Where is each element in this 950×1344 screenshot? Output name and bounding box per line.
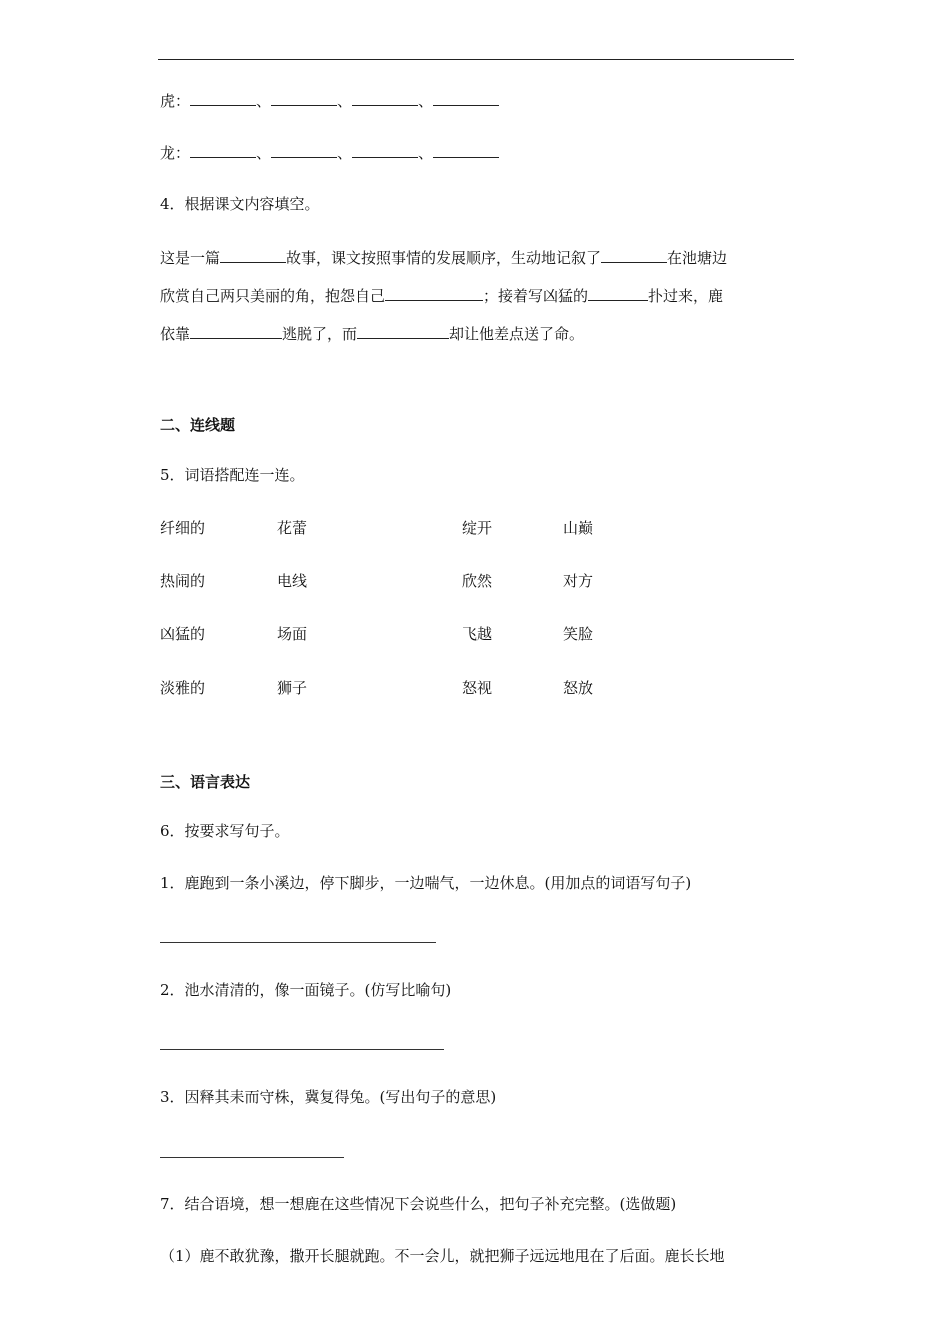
- answer-blank[interactable]: [190, 90, 256, 106]
- q6-sentence-3: 3．因释其耒而守株，冀复得兔。(写出句子的意思): [160, 1088, 497, 1106]
- match-word[interactable]: 笑脸: [563, 625, 594, 643]
- separator: 、: [256, 92, 272, 110]
- separator: 、: [337, 92, 353, 110]
- answer-blank[interactable]: [352, 142, 418, 158]
- dragon-label: 龙：: [160, 144, 191, 162]
- separator: 、: [256, 144, 272, 162]
- match-word[interactable]: 电线: [277, 572, 308, 590]
- answer-line-2[interactable]: [160, 1049, 444, 1050]
- match-word[interactable]: 热闹的: [160, 572, 206, 590]
- q4-text: 却让他差点送了命。: [449, 325, 585, 343]
- separator: 、: [337, 144, 353, 162]
- q4-text: 欣赏自己两只美丽的角，抱怨自己: [160, 287, 386, 305]
- answer-blank[interactable]: [271, 142, 337, 158]
- match-word[interactable]: 绽开: [462, 519, 493, 537]
- match-word[interactable]: 怒放: [563, 679, 594, 697]
- q4-paragraph-line3: [160, 323, 584, 344]
- match-word[interactable]: 纤细的: [160, 519, 206, 537]
- match-word[interactable]: 狮子: [277, 679, 308, 697]
- q7-title: 7．结合语境，想一想鹿在这些情况下会说些什么，把句子补充完整。(选做题): [160, 1195, 677, 1213]
- answer-blank[interactable]: [357, 323, 449, 339]
- answer-blank[interactable]: [190, 142, 256, 158]
- answer-blank[interactable]: [352, 90, 418, 106]
- answer-blank[interactable]: [588, 285, 648, 301]
- answer-blank[interactable]: [433, 142, 499, 158]
- dragon-blanks-line: [160, 142, 499, 163]
- q4-paragraph-line1: [160, 247, 727, 268]
- answer-line-1[interactable]: [160, 942, 436, 943]
- q4-text: ；接着写凶猛的: [483, 287, 589, 305]
- section-heading-matching: 二、连线题: [160, 416, 236, 434]
- match-word[interactable]: 山巅: [563, 519, 594, 537]
- answer-blank[interactable]: [220, 247, 286, 263]
- q4-text: 这是一篇: [160, 249, 221, 267]
- match-word[interactable]: 凶猛的: [160, 625, 206, 643]
- match-word[interactable]: 场面: [277, 625, 308, 643]
- answer-blank[interactable]: [190, 323, 282, 339]
- q4-text: 故事，课文按照事情的发展顺序，生动地记叙了: [286, 249, 602, 267]
- q6-sentence-2: 2．池水清清的，像一面镜子。(仿写比喻句): [160, 981, 452, 999]
- section-heading-expression: 三、语言表达: [160, 773, 251, 791]
- header-rule: [158, 59, 794, 60]
- q4-paragraph-line2: [160, 285, 723, 306]
- match-word[interactable]: 对方: [563, 572, 594, 590]
- match-word[interactable]: 欣然: [462, 572, 493, 590]
- match-word[interactable]: 飞越: [462, 625, 493, 643]
- q4-title: 4．根据课文内容填空。: [160, 195, 320, 213]
- q6-title: 6．按要求写句子。: [160, 822, 290, 840]
- answer-blank[interactable]: [433, 90, 499, 106]
- q4-text: 依靠: [160, 325, 191, 343]
- q5-title: 5．词语搭配连一连。: [160, 466, 305, 484]
- answer-blank[interactable]: [385, 285, 483, 301]
- match-word[interactable]: 花蕾: [277, 519, 308, 537]
- q6-sentence-1: 1．鹿跑到一条小溪边，停下脚步，一边喘气，一边休息。(用加点的词语写句子): [160, 874, 692, 892]
- tiger-blanks-line: [160, 90, 499, 111]
- answer-line-3[interactable]: [160, 1157, 344, 1158]
- match-word[interactable]: 怒视: [462, 679, 493, 697]
- tiger-label: 虎：: [160, 92, 191, 110]
- q4-text: 扑过来，鹿: [648, 287, 724, 305]
- answer-blank[interactable]: [601, 247, 667, 263]
- q7-item-1: （1）鹿不敢犹豫，撒开长腿就跑。不一会儿，就把狮子远远地甩在了后面。鹿长长地: [160, 1247, 725, 1265]
- match-word[interactable]: 淡雅的: [160, 679, 206, 697]
- answer-blank[interactable]: [271, 90, 337, 106]
- separator: 、: [418, 92, 434, 110]
- separator: 、: [418, 144, 434, 162]
- q4-text: 在池塘边: [667, 249, 728, 267]
- q4-text: 逃脱了，而: [282, 325, 358, 343]
